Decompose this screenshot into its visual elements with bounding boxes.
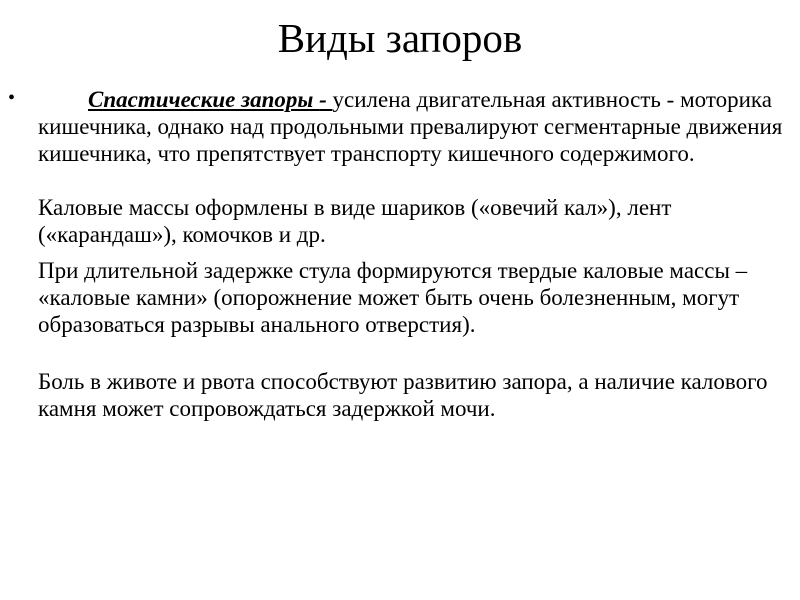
paragraph-pain-vomiting: Боль в животе и рвота способствуют развитию запора, а наличие калового камня может сопровождаться задержкой мочи. (38, 369, 768, 421)
bullet-marker: • (8, 87, 16, 109)
paragraph-stool-shape: Каловые массы оформлены в виде шариков («овечий кал»), лент («карандаш»), комочков и др. (38, 195, 672, 247)
paragraph-fecal-stones: При длительной задержке стула формируются твердые каловые массы – «каловые камни» (опорожнение может быть очень болезненным, могут образоваться разрывы анального отверстия). (38, 258, 748, 337)
paragraph-1-text: усилена двигательная активность - моторика кишечника, однако над продольными превалируют сегментарные движения кишечника, что препятствует транспорту кишечного содержимого. (38, 87, 783, 166)
slide-title: Виды запоров (277, 15, 523, 61)
term-spastic-constipation: Спастические запоры (88, 87, 320, 112)
slide-body (38, 86, 798, 422)
paragraph-spastic-constipation (38, 86, 798, 167)
term-dash: - (319, 87, 333, 112)
